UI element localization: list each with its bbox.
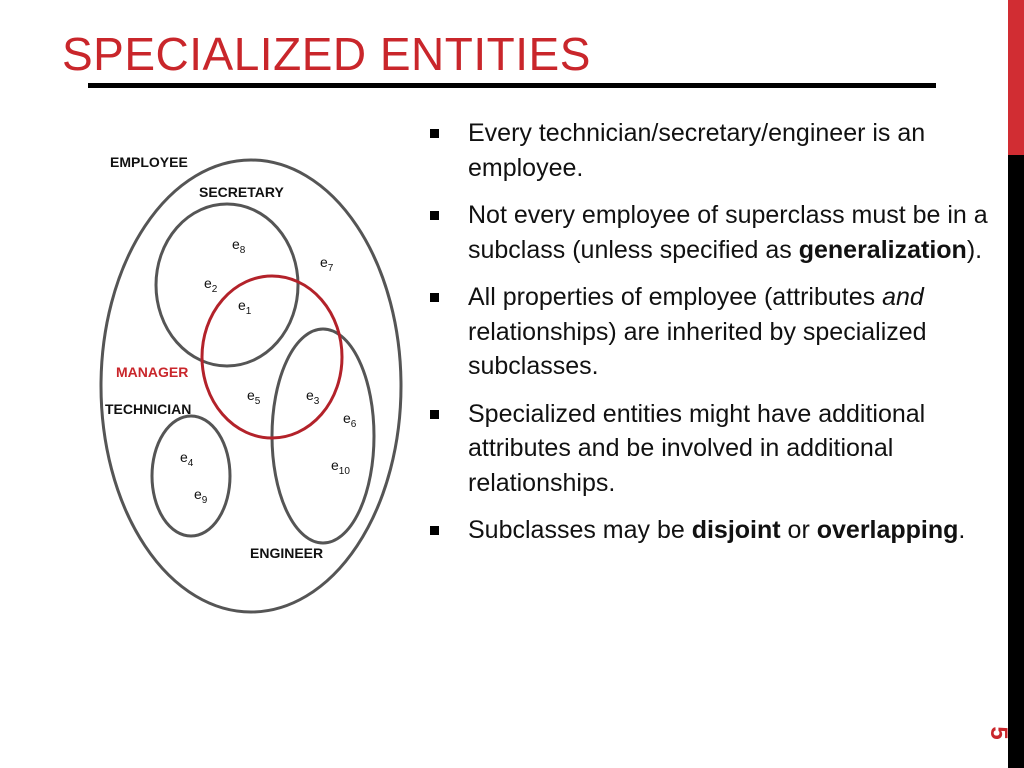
label-employee: EMPLOYEE: [110, 154, 188, 170]
square-bullet-icon: [430, 129, 439, 138]
element-e10: $e_{10}$: [331, 457, 350, 477]
emphasis-generalization: generalization: [798, 235, 967, 264]
square-bullet-icon: [430, 293, 439, 302]
side-bar-accent: [1008, 0, 1024, 155]
element-e8: $e_8$: [232, 236, 246, 256]
element-e5: $e_5$: [247, 387, 261, 407]
slide-number: 5: [985, 726, 1012, 740]
slide-title: SPECIALIZED ENTITIES: [62, 28, 591, 80]
element-e3: $e_3$: [306, 387, 320, 407]
venn-diagram: [0, 0, 420, 640]
bullet-item: Specialized entities might have additional attributes and be involved in additional relationships.: [430, 397, 990, 501]
label-secretary: SECRETARY: [199, 184, 284, 200]
set-technician-outline: [152, 416, 230, 536]
side-bar-dark: [1008, 155, 1024, 768]
bullet-item: Not every employee of superclass must be in a subclass (unless specified as generalization).: [430, 198, 990, 267]
emphasis-disjoint: disjoint: [691, 516, 781, 544]
label-engineer: ENGINEER: [250, 545, 324, 561]
bullet-list: [430, 116, 990, 561]
element-e2: $e_2$: [204, 275, 218, 295]
label-manager: MANAGER: [116, 364, 189, 380]
bullet-item: Every technician/secretary/engineer is an employee.: [430, 116, 990, 185]
element-e9: $e_9$: [194, 486, 208, 506]
square-bullet-icon: [430, 410, 439, 419]
square-bullet-icon: [430, 211, 439, 220]
bullet-item: All properties of employee (attributes and relationships) are inherited by specialized subclasses.: [430, 280, 990, 384]
element-e7: $e_7$: [320, 254, 334, 274]
element-e1: $e_1$: [238, 297, 252, 317]
bullet-item: Subclasses may be disjoint or overlapping.: [430, 513, 990, 548]
element-e4: $e_4$: [180, 449, 194, 469]
emphasis-and: and: [882, 283, 924, 311]
square-bullet-icon: [430, 526, 439, 535]
label-technician: TECHNICIAN: [105, 401, 192, 417]
emphasis-overlapping: overlapping: [816, 516, 959, 544]
element-e6: $e_6$: [343, 410, 357, 430]
set-secretary-outline: [156, 204, 298, 366]
